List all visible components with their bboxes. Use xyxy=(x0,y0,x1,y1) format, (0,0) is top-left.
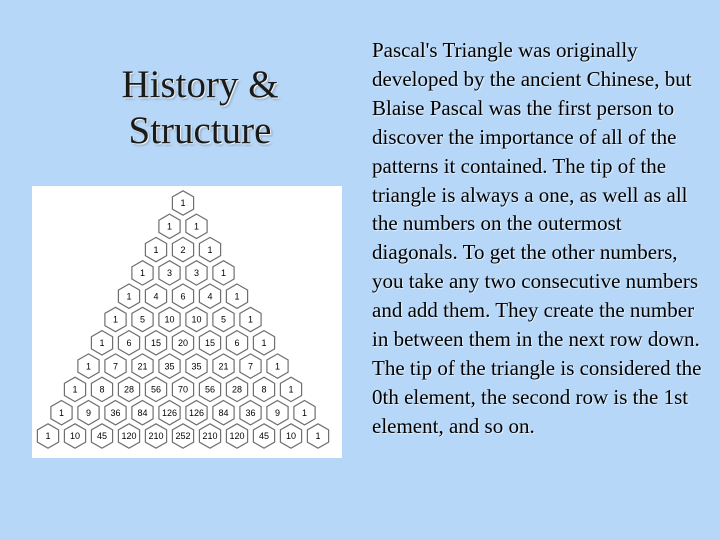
hex-cell xyxy=(240,354,261,378)
hex-cell xyxy=(51,401,72,425)
hex-cell xyxy=(91,377,112,401)
hex-cell xyxy=(159,214,180,238)
hex-cell xyxy=(213,354,234,378)
hex-cell xyxy=(132,261,153,285)
hex-cell xyxy=(186,354,207,378)
hex-number: 4 xyxy=(153,291,159,302)
hex-cell xyxy=(226,377,247,401)
hex-cell xyxy=(240,401,261,425)
hex-cell xyxy=(253,424,274,448)
hex-cell xyxy=(172,284,193,308)
hex-number: 56 xyxy=(204,384,216,395)
hex-cell xyxy=(145,331,166,355)
hex-cell xyxy=(172,331,193,355)
hex-cell xyxy=(267,401,288,425)
hex-cell xyxy=(186,214,207,238)
title-line-1: History & xyxy=(121,63,279,106)
hex-number: 1 xyxy=(112,314,119,325)
hex-number: 126 xyxy=(188,407,205,418)
hex-number: 1 xyxy=(288,384,294,395)
hex-number: 7 xyxy=(112,361,119,372)
hex-number: 5 xyxy=(139,314,146,325)
hex-number: 70 xyxy=(177,384,189,395)
hex-number: 28 xyxy=(123,384,135,395)
hex-number: 21 xyxy=(137,361,148,372)
title-line-2: Structure xyxy=(128,109,272,152)
hex-number: 1 xyxy=(72,384,78,395)
hex-cell xyxy=(159,261,180,285)
hex-number: 210 xyxy=(148,431,164,442)
hex-cell xyxy=(226,331,247,355)
hex-number: 45 xyxy=(96,431,108,442)
hex-number: 210 xyxy=(202,431,218,442)
hex-cell xyxy=(172,191,193,215)
hex-cell xyxy=(307,424,328,448)
hex-number: 35 xyxy=(191,361,202,372)
hex-number: 1 xyxy=(274,361,281,372)
hex-number: 21 xyxy=(218,361,229,372)
hex-cell xyxy=(240,307,261,331)
hex-number: 1 xyxy=(99,338,105,348)
hex-cell xyxy=(199,377,220,401)
pascal-triangle-image xyxy=(32,186,342,458)
hex-number: 120 xyxy=(229,431,245,442)
slide-title xyxy=(60,62,340,154)
hex-cell xyxy=(145,237,166,261)
hex-number: 6 xyxy=(234,338,240,348)
hex-number: 10 xyxy=(164,314,175,325)
hex-cell xyxy=(132,401,153,425)
hex-cell xyxy=(118,377,139,401)
hex-number: 28 xyxy=(231,384,243,395)
hex-number: 126 xyxy=(161,407,178,418)
hex-cell xyxy=(199,237,220,261)
hex-cell xyxy=(186,307,207,331)
hex-number: 1 xyxy=(301,407,308,418)
hex-cell xyxy=(37,424,58,448)
hex-number: 4 xyxy=(207,291,213,302)
hex-cell xyxy=(186,401,207,425)
hex-number: 36 xyxy=(245,407,256,418)
hex-cell xyxy=(172,424,193,448)
hex-cell xyxy=(267,354,288,378)
hex-cell xyxy=(132,307,153,331)
hex-number: 7 xyxy=(247,361,254,372)
hex-cell xyxy=(118,331,139,355)
hex-number: 6 xyxy=(180,291,186,302)
hex-number: 252 xyxy=(175,431,191,442)
hex-number: 1 xyxy=(247,314,254,325)
hex-number: 1 xyxy=(180,198,186,209)
hex-number: 1 xyxy=(58,407,65,418)
hex-number: 9 xyxy=(85,407,92,418)
hex-cell xyxy=(132,354,153,378)
hex-number: 1 xyxy=(153,244,159,255)
hex-cell xyxy=(64,377,85,401)
hex-number: 8 xyxy=(261,384,267,395)
hex-number: 3 xyxy=(193,268,200,279)
hex-cell xyxy=(159,354,180,378)
hex-number: 1 xyxy=(193,221,200,232)
hex-number: 1 xyxy=(315,431,321,442)
hex-cell xyxy=(145,377,166,401)
hex-number: 10 xyxy=(69,431,81,442)
hex-cell xyxy=(91,331,112,355)
hex-cell xyxy=(280,377,301,401)
hex-cell xyxy=(253,377,274,401)
slide-body-text: Pascal's Triangle was originally developed by the ancient Chinese, but Blaise Pascal was the first person to discover the importance of all of the patterns it contained. The tip of the triangle is always a one, as well as all the numbers on the outermost diagonals. To get the other numbers, you take any two consecutive numbers and add them. They create the number in between them in the next row down. The tip of the triangle is considered the 0th element, the second row is the 1st element, and so on. xyxy=(372,38,702,438)
hex-cell xyxy=(172,377,193,401)
hex-number: 84 xyxy=(137,407,148,418)
hex-cell xyxy=(226,424,247,448)
hex-cell xyxy=(91,424,112,448)
hex-cell xyxy=(172,237,193,261)
hex-number: 1 xyxy=(85,361,92,372)
hex-cell xyxy=(159,401,180,425)
hex-cell xyxy=(118,424,139,448)
hex-number: 15 xyxy=(204,338,216,348)
hex-cell xyxy=(253,331,274,355)
hex-number: 35 xyxy=(164,361,175,372)
hex-cell xyxy=(186,261,207,285)
hex-number: 1 xyxy=(220,268,227,279)
hex-cell xyxy=(159,307,180,331)
hex-cell xyxy=(294,401,315,425)
hex-number: 6 xyxy=(126,338,132,348)
hex-number: 1 xyxy=(166,221,173,232)
hex-number: 84 xyxy=(218,407,229,418)
hex-number: 120 xyxy=(121,431,137,442)
pascal-triangle-graphic xyxy=(32,186,342,458)
hex-number: 15 xyxy=(150,338,162,348)
hex-cell xyxy=(105,354,126,378)
hex-number: 2 xyxy=(180,244,186,255)
hex-number: 1 xyxy=(234,291,240,302)
hex-number: 8 xyxy=(99,384,105,395)
hex-cell xyxy=(118,284,139,308)
hex-cell xyxy=(213,401,234,425)
hex-number: 56 xyxy=(150,384,162,395)
hex-cell xyxy=(199,331,220,355)
hex-cell xyxy=(145,284,166,308)
hex-number: 10 xyxy=(191,314,202,325)
hex-cell xyxy=(226,284,247,308)
hex-number: 10 xyxy=(285,431,297,442)
hex-cell xyxy=(213,261,234,285)
hex-number: 3 xyxy=(166,268,173,279)
hex-cell xyxy=(213,307,234,331)
hex-cell xyxy=(199,284,220,308)
hex-cell xyxy=(78,401,99,425)
hex-number: 1 xyxy=(139,268,146,279)
hex-number: 1 xyxy=(207,244,213,255)
hex-cell xyxy=(145,424,166,448)
hex-number: 45 xyxy=(258,431,270,442)
hex-cell xyxy=(105,401,126,425)
hex-number: 1 xyxy=(45,431,51,442)
hex-number: 1 xyxy=(261,338,267,348)
hex-cell xyxy=(105,307,126,331)
hex-cell xyxy=(199,424,220,448)
hex-number: 5 xyxy=(220,314,227,325)
hex-number: 20 xyxy=(177,338,189,348)
hex-number: 1 xyxy=(126,291,132,302)
hex-cell xyxy=(280,424,301,448)
hex-number: 36 xyxy=(110,407,121,418)
hex-number: 9 xyxy=(274,407,281,418)
hex-cell xyxy=(78,354,99,378)
hex-cell xyxy=(64,424,85,448)
